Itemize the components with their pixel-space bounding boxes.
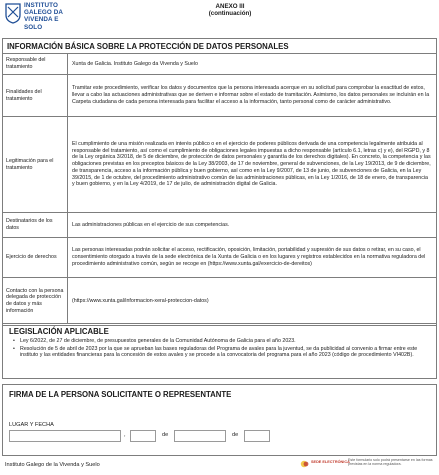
- year-field[interactable]: [244, 430, 270, 442]
- igvs-logo: [5, 2, 77, 31]
- signature-title: FIRMA DE LA PERSONA SOLICITANTE O REPRESENTANTE: [9, 390, 232, 399]
- legislation-list: [3, 338, 436, 359]
- annex-heading: [201, 3, 259, 17]
- annex-title: ANEXO III: [215, 3, 245, 10]
- row-value: Las administraciones públicas en el ejercicio de sus competencias.: [72, 221, 230, 228]
- sede-note: Este formulario solo podrá presentarse en las formas previstas en la norma reguladora.: [348, 458, 433, 467]
- page-header: [5, 2, 435, 31]
- row-value: El cumplimiento de una misión realizada en interés público o en el ejercicio de poderes públicos derivada de una competencia legalmente atribuida al responsable del tratamiento, así como el cumplimiento de obligaciones legales impuestas a dicho responsable (artículo 6.1, letras c) y e), del RGPD, y 8 de la Ley orgánica 3/2018, de 5 de diciembre, de protección de datos personales y garantía de los derechos digitales). En concreto, la competencia y las obligaciones previstas en los preceptos básicos de la Ley 38/2003, de 17 de noviembre, general de subvenciones, de la Ley 19/2013, de 9 de diciembre, de transparencia, acceso a la información pública y buen gobierno, así como en la Ley 9/2007, de 13 de junio, de subvenciones de Galicia, en la Ley 39/2015, de 1 de octubre, del procedimiento administrativo común de las administraciones públicas, en la Ley 1/2016, de 18 de enero, de transparencia y buen gobierno, y en la Ley 4/2019, de 17 de julio, de administración digital de Galicia.: [72, 141, 431, 188]
- place-field[interactable]: [9, 430, 121, 442]
- row-value: Las personas interesadas podrán solicitar el acceso, rectificación, oposición, limitación, portabilidad y supresión de sus datos o retirar, en su caso, el consentimiento otorgado a través de la sede electrónica de la Xunta de Galicia o en los lugares y registros establecidos en la normativa reguladora del procedimiento administrativo común, según se recoge en (https://www.xunta.gal/exercicio-de-dereitos): [72, 247, 426, 267]
- data-protection-section: [2, 38, 437, 326]
- row-label: Ejercicio de derechos: [3, 238, 68, 277]
- table-row: [3, 75, 436, 117]
- list-item: • Ley 6/2022, de 27 de diciembre, de presupuestos generales de la Comunidad Autónoma de Galicia para el año 2023.: [13, 338, 430, 345]
- row-value: Xunta de Galicia. Instituto Galego da Vivenda y Suelo: [72, 60, 198, 67]
- footer-org: Instituto Galego de la Vivenda y Suelo: [5, 462, 100, 468]
- table-row: [3, 213, 436, 238]
- row-label: Contacto con la persona delegada de protección de datos y más información: [3, 278, 68, 324]
- sede-label[interactable]: SEDE ELECTRÓNICA: [311, 460, 350, 464]
- shield-icon: [5, 3, 21, 24]
- row-label: Legitimación para el tratamiento: [3, 117, 68, 212]
- month-field[interactable]: [174, 430, 226, 442]
- row-label: Responsable del tratamiento: [3, 54, 68, 74]
- de-separator: de: [162, 432, 169, 438]
- table-row: [3, 278, 436, 324]
- row-label: Finalidades del tratamiento: [3, 75, 68, 116]
- table-row: [3, 54, 436, 75]
- table-row: [3, 238, 436, 278]
- list-item: • Resolución de 5 de abril de 2023 por la que se aprueban las bases reguladoras del Programa de avales para la juventud, se da publicidad al convenio a firmar entre este instituto y las entidades financieras para la concesión de estos avales y se procede a la convocatoria del programa para el año 2023 (código de procedimiento VI402B).: [13, 346, 430, 359]
- row-value: Tramitar este procedimiento, verificar los datos y documentos que la persona interesada acerque en su solicitud para comprobar la exactitud de estos, llevar a cabo las actuaciones administrativas que se deriven e informar sobre el estado de tramitación. Asimismo, los datos personales se incluirán en la Carpeta ciudadana de cada persona interesada para facilitar el acceso a la información, tanto personal como de carácter administrativo.: [72, 85, 430, 105]
- data-protection-title: INFORMACIÓN BÁSICA SOBRE LA PROTECCIÓN DE DATOS PERSONALES: [3, 39, 436, 54]
- annex-subtitle: (continuación): [208, 10, 252, 18]
- place-date-label: LUGAR Y FECHA: [9, 422, 54, 428]
- sede-electronica: [300, 458, 437, 472]
- comma-separator: ,: [124, 432, 126, 438]
- row-value: (https://www.xunta.gal/informacion-xeral-proteccion-datos): [72, 297, 209, 304]
- logo-text: INSTITUTO GALEGO DA VIVENDA E SOLO: [24, 2, 64, 31]
- de-separator: de: [232, 432, 239, 438]
- table-row: [3, 117, 436, 213]
- sede-logo-icon: [300, 460, 310, 468]
- signature-section: [2, 384, 437, 456]
- row-label: Destinatarios de los datos: [3, 213, 68, 237]
- legislation-title: LEGISLACIÓN APLICABLE: [9, 327, 109, 336]
- legislation-section: [2, 323, 437, 379]
- day-field[interactable]: [130, 430, 156, 442]
